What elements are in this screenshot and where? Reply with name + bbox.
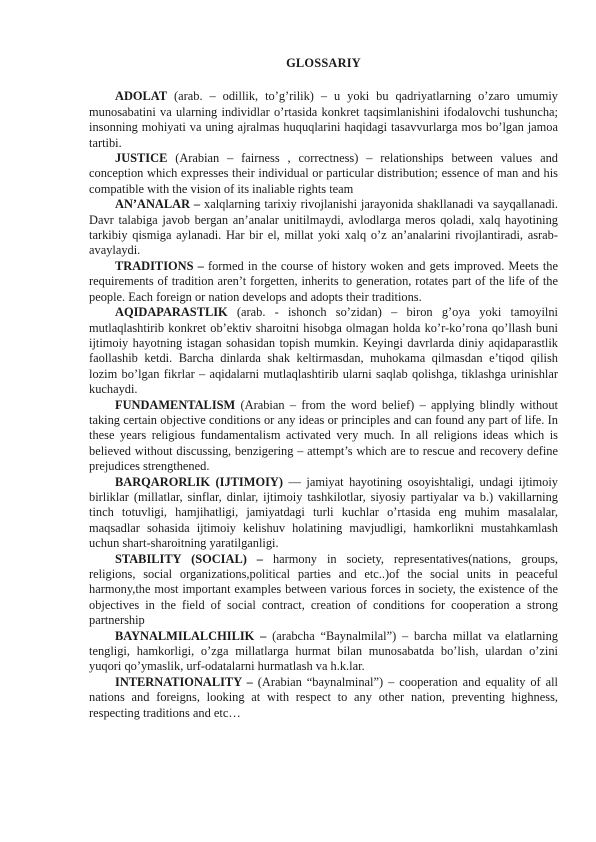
entry-term: INTERNATIONALITY – bbox=[115, 674, 253, 689]
entry-definition: (arab. - ishonch so’zidan) – biron g’oya yoki tamoyilni mutlaqlashtirib konkret ob’ektiv sharoitni hisobga olmagan holda ko’r-ko’rona qo’llash buni ijtimoiy hayotning istagan sohasidan topish mumkin. Keyingi davrlarda diniy aqidaparastlik faollashib ketdi. Barcha dinlarda shak keltirmasdan, muhokama qilmasdan e’tiqod qilish lozim bo’lgan fikrlar – aqidalarni mutlaqlashtirib ularni saqlab qolishga, tiklashga urinishlar kuchaydi. bbox=[89, 305, 558, 397]
entry-definition: formed in the course of history woken and gets improved. Meets the requirements of tradition aren’t forgetten, inherits to generation, rotates part of the life of the people. Each foreign or nation develops and adopts their traditions. bbox=[89, 258, 558, 304]
glossary-entry-fundamentalism bbox=[89, 398, 558, 475]
glossary-entry-justice bbox=[89, 151, 558, 197]
entry-term: AQIDAPARASTLIK bbox=[115, 305, 228, 320]
glossary-entry-adolat bbox=[89, 89, 558, 151]
entry-term: BAYNALMILALCHILIK – bbox=[115, 628, 267, 643]
entry-term: BARQARORLIK (IJTIMOIY) bbox=[115, 474, 283, 489]
entry-definition: (arabcha “Baynalmilal”) – barcha millat va elatlarning tengligi, hamkorligi, o’zga millatlarga hurmat bilan munosabatda bo’lish, ulardan o’zini yuqori qo’ymaslik, urf-odatalarni hurmatlash va h.k.lar. bbox=[89, 628, 558, 674]
entry-definition: harmony in society, representatives(nations, groups, religions, social organizations,political parties and etc..)of the social units in peaceful harmony,the most important examples between various forces in society, the existence of the objectives in the field of social contract, creation of conditions for cooperation a strong partnership bbox=[89, 551, 558, 628]
entry-term: TRADITIONS – bbox=[115, 258, 204, 273]
entry-definition: (Arabian – fairness , correctness) – relationships between values and conception which expresses their individual or particular distribution; essence of man and his compatible with the vision of its inaliable rights team bbox=[89, 151, 558, 196]
glossary-entry-internationality bbox=[89, 675, 558, 721]
glossary-entry-baynalmilalchilik bbox=[89, 629, 558, 675]
entry-term: JUSTICE bbox=[115, 151, 168, 166]
entry-definition: (arab. – odillik, to’g’rilik) – u yoki bu qadriyatlarning o’zaro umumiy munosabatini va ularning individlar o’rtasida konkret taqsimlanishini ifodalovchi tushuncha; insonning mohiyati va uning ajralmas huquqlarini haqidagi tasavvurlarga mos bo’lgan jamoa tartibi. bbox=[89, 89, 558, 150]
glossary-entry-stability bbox=[89, 552, 558, 629]
entry-definition: — jamiyat hayotining osoyishtaligi, undagi ijtimoiy birliklar (millatlar, sinflar, dinlar, ijtimoiy tashkilotlar, siyosiy partiyalar va b.) vakillarning tinch totuvligi, hamjihatligi, jamiyatdagi turli kuchlar o’rtasida eng muhim masalalar, maqsadlar sohasida ijtimoiy kelishuv holatining mavjudligi, hamkorlikni mustahkamlash uchun shart-sharoitning yaratilganligi. bbox=[89, 474, 559, 551]
entry-definition: (Arabian – from the word belief) – applying blindly without taking certain objective conditions or any ideas or principles and can found any part of life. In these years religious fundamentalism activated very much. In all religions ideas which is believed without discussing, benzigering – attempt’s which are to rescue and recovery define prejudices strengthened. bbox=[89, 397, 558, 474]
glossary-entry-barqarorlik bbox=[89, 475, 558, 552]
entry-term: AN’ANALAR – bbox=[115, 197, 201, 212]
glossary-entry-ananalar bbox=[89, 197, 558, 259]
entry-definition: (Arabian “baynalminal”) – cooperation and equality of all nations and foreigns, looking at with respect to any other nation, preventing highness, respecting traditions and etc… bbox=[89, 674, 558, 720]
entry-definition: xalqlarning tarixiy rivojlanishi jarayonida shakllanadi va sayqallanadi. Davr talabiga javob bergan an’analar unitilmaydi, avlodlarga meros qoladi, xalq hayotining tarkibiy qismiga aylanadi. Har bir el, millat yoki xalq o’z an’analarini rivojlantiradi, asrab-avaylaydi. bbox=[89, 197, 559, 258]
glossary-entry-aqidaparastlik bbox=[89, 305, 558, 397]
entry-term: ADOLAT bbox=[115, 89, 168, 104]
page-title: GLOSSARIY bbox=[286, 56, 361, 70]
entry-term: STABILITY (SOCIAL) – bbox=[115, 551, 263, 566]
entry-term: FUNDAMENTALISM bbox=[115, 397, 236, 412]
glossary-entry-traditions bbox=[89, 259, 558, 305]
